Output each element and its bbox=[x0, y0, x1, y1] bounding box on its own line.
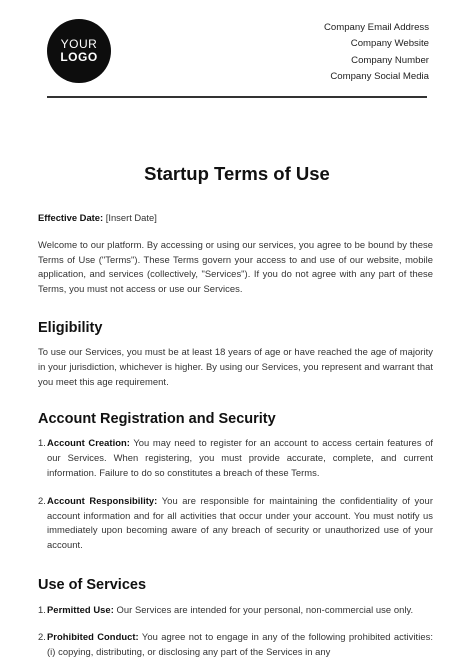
list-item bbox=[38, 630, 433, 660]
logo-text-line2: LOGO bbox=[60, 50, 98, 64]
list-item bbox=[38, 603, 433, 618]
use-of-services-heading: Use of Services bbox=[38, 576, 147, 593]
item-text: You may need to register for an account to access certain features of our Services. When registering, you must provide accurate, complete, and current information. Failure to do so constitutes a breach of these Terms. bbox=[47, 437, 434, 478]
company-number: Company Number bbox=[351, 54, 429, 66]
list-number: 2. bbox=[38, 630, 46, 642]
list-number: 1. bbox=[38, 603, 46, 615]
list-item bbox=[38, 436, 433, 480]
item-label: Prohibited Conduct: bbox=[47, 630, 139, 642]
eligibility-paragraph: To use our Services, you must be at least 18 years of age or have reached the age of majority in your jurisdiction, whichever is higher. By using our Services, you represent and warrant that you meet this age requirement. bbox=[38, 345, 433, 387]
list-number: 1. bbox=[38, 437, 46, 449]
account-heading: Account Registration and Security bbox=[38, 411, 276, 428]
document-body bbox=[38, 211, 433, 659]
document-title: Startup Terms of Use bbox=[144, 163, 330, 184]
header-divider bbox=[47, 96, 427, 98]
effective-date-label: Effective Date: bbox=[38, 212, 104, 223]
account-list bbox=[38, 436, 433, 553]
company-email: Company Email Address bbox=[323, 22, 429, 33]
item-label: Permitted Use: bbox=[47, 603, 114, 615]
item-label: Account Responsibility: bbox=[47, 494, 158, 506]
company-logo bbox=[47, 19, 111, 83]
item-text: You are responsible for maintaining the confidentiality of your account information and for all activities that occur under your account. You must notify us immediately upon becoming aware of any breach of security or unauthorized use of your account. bbox=[47, 494, 433, 551]
company-website: Company Website bbox=[350, 38, 429, 50]
item-text: Our Services are intended for your personal, non-commercial use only. bbox=[113, 603, 414, 615]
company-social-media: Company Social Media bbox=[330, 70, 429, 82]
eligibility-heading: Eligibility bbox=[38, 319, 103, 336]
effective-date bbox=[38, 211, 433, 226]
item-text: You agree not to engage in any of the following prohibited activities: (i) copying, distributing, or disclosing any part of the Services in any bbox=[47, 630, 433, 657]
effective-date-value: [Insert Date] bbox=[103, 212, 157, 223]
logo-text-line1: YOUR bbox=[60, 37, 98, 52]
use-of-services-list bbox=[38, 603, 433, 659]
item-label: Account Creation: bbox=[47, 437, 130, 449]
list-number: 2. bbox=[38, 494, 46, 506]
list-item bbox=[38, 494, 433, 553]
intro-paragraph: Welcome to our platform. By accessing or using our services, you agree to be bound by these Terms of Use ("Terms"). These Terms govern your access to and use of our website, mobile application, and services (collectively, "Services"). If you do not agree with any part of these Terms, you must not access or use our Services. bbox=[38, 238, 433, 295]
company-contact-block bbox=[324, 20, 429, 85]
